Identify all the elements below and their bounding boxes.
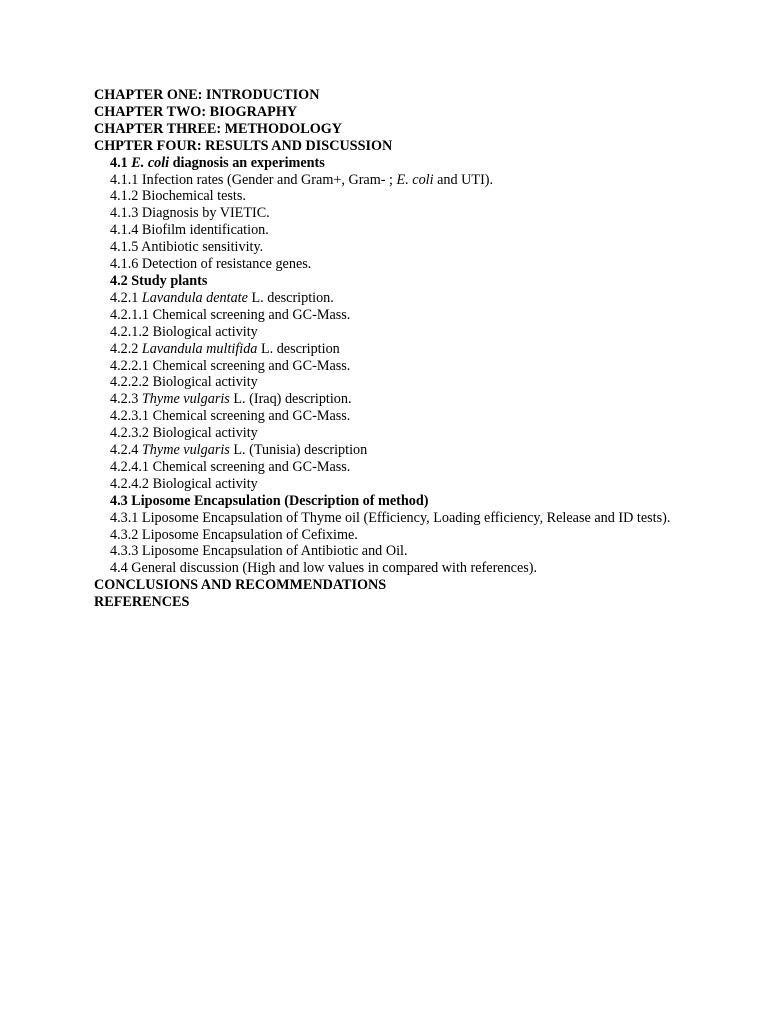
species-name: Thyme vulgaris bbox=[141, 442, 230, 459]
toc-section-4-2-2-1: 4.2.2.1 Chemical screening and GC-Mass. bbox=[110, 357, 351, 374]
section-title: L. (Tunisia) description bbox=[229, 442, 368, 459]
toc-section-4-3-3: 4.3.3 Liposome Encapsulation of Antibiotic and Oil. bbox=[110, 543, 408, 560]
toc-section-4-1 bbox=[94, 155, 684, 172]
section-text: 4.1.1 Infection rates (Gender and Gram+, Gram- ; bbox=[110, 171, 397, 188]
section-title: L. (Iraq) description. bbox=[229, 391, 352, 408]
toc-chapter-three: CHAPTER THREE: METHODOLOGY bbox=[94, 120, 343, 137]
toc-section-4-1-4: 4.1.4 Biofilm identification. bbox=[110, 222, 269, 239]
toc-chapter-one: CHAPTER ONE: INTRODUCTION bbox=[94, 87, 320, 103]
section-number: 4.2.3 bbox=[110, 391, 142, 408]
toc-section-4-3-1: 4.3.1 Liposome Encapsulation of Thyme oil (Efficiency, Loading efficiency, Release and ID tests). bbox=[110, 509, 671, 526]
species-name: E. coli bbox=[131, 154, 170, 171]
toc-section-4-2-2 bbox=[94, 341, 684, 358]
toc-section-4-3: 4.3 Liposome Encapsulation (Description of method) bbox=[110, 492, 429, 509]
section-number: 4.1 bbox=[110, 154, 132, 171]
toc-section-4-2-4 bbox=[94, 442, 684, 459]
toc-section-4-2-2-2: 4.2.2.2 Biological activity bbox=[110, 374, 258, 391]
section-title: L. description bbox=[257, 340, 340, 357]
toc-section-4-2-1 bbox=[94, 290, 684, 307]
toc-references: REFERENCES bbox=[94, 594, 190, 611]
section-text-end: and UTI). bbox=[433, 171, 494, 188]
species-name: Lavandula multifida bbox=[141, 340, 258, 357]
toc-section-4-2-1-2: 4.2.1.2 Biological activity bbox=[110, 323, 258, 340]
section-title: L. description. bbox=[247, 289, 334, 306]
species-name: E. coli bbox=[396, 171, 434, 188]
toc-section-4-2-3 bbox=[94, 391, 684, 408]
toc-section-4-3-2: 4.3.2 Liposome Encapsulation of Cefixime. bbox=[110, 526, 358, 543]
section-number: 4.2.2 bbox=[110, 340, 142, 357]
toc-section-4-2-3-2: 4.2.3.2 Biological activity bbox=[110, 425, 258, 442]
species-name: Thyme vulgaris bbox=[141, 391, 230, 408]
toc-section-4-4: 4.4 General discussion (High and low values in compared with references). bbox=[110, 560, 538, 577]
toc-section-4-2-3-1: 4.2.3.1 Chemical screening and GC-Mass. bbox=[110, 408, 351, 425]
toc-section-4-1-1 bbox=[94, 172, 684, 189]
toc-chapter-two: CHAPTER TWO: BIOGRAPHY bbox=[94, 103, 298, 120]
toc-chapter-four: CHPTER FOUR: RESULTS AND DISCUSSION bbox=[94, 137, 393, 154]
toc-section-4-2-4-2: 4.2.4.2 Biological activity bbox=[110, 475, 258, 492]
section-title: diagnosis an experiments bbox=[169, 154, 325, 171]
section-number: 4.2.4 bbox=[110, 442, 142, 459]
toc-section-4-2-1-1: 4.2.1.1 Chemical screening and GC-Mass. bbox=[110, 306, 351, 323]
toc-section-4-1-3: 4.1.3 Diagnosis by VIETIC. bbox=[110, 205, 270, 222]
toc-section-4-1-6: 4.1.6 Detection of resistance genes. bbox=[110, 256, 312, 273]
toc-section-4-1-2: 4.1.2 Biochemical tests. bbox=[110, 188, 246, 205]
toc-section-4-2-4-1: 4.2.4.1 Chemical screening and GC-Mass. bbox=[110, 458, 351, 475]
table-of-contents bbox=[94, 87, 684, 611]
toc-section-4-1-5: 4.1.5 Antibiotic sensitivity. bbox=[110, 239, 264, 256]
toc-section-4-2: 4.2 Study plants bbox=[110, 272, 208, 289]
section-number: 4.2.1 bbox=[110, 289, 142, 306]
species-name: Lavandula dentate bbox=[141, 289, 248, 306]
toc-conclusions: CONCLUSIONS AND RECOMMENDATIONS bbox=[94, 577, 387, 594]
